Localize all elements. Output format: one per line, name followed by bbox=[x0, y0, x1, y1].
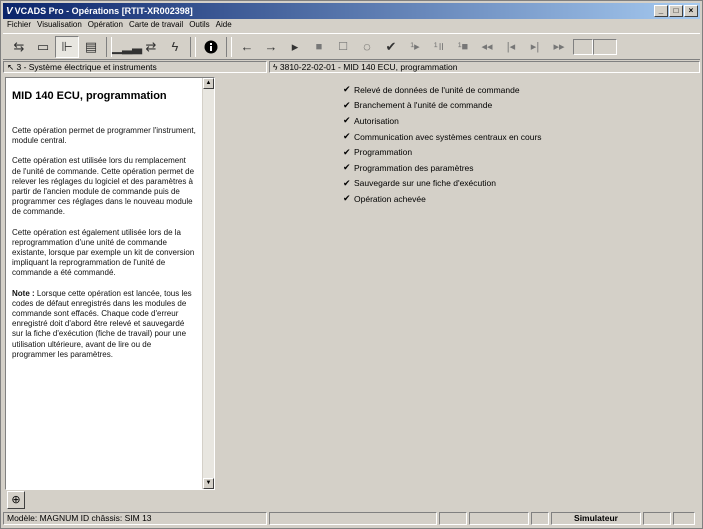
info-icon[interactable] bbox=[199, 36, 223, 58]
list-item: ✔ Relevé de données de l'unité de commande bbox=[343, 84, 520, 95]
description-paragraph: Cette opération est également utilisée lors de la reprogrammation d'une unité de commande existante, lorsque par exemple un kit de conversion impliquant la reprogrammation de l'unité de commande a été commandé. bbox=[12, 227, 195, 278]
minimize-button[interactable]: _ bbox=[654, 5, 668, 17]
stop-icon[interactable]: ■ bbox=[315, 40, 323, 53]
toolbar-field-2 bbox=[593, 39, 617, 55]
check-icon: ✔ bbox=[343, 84, 351, 95]
status-model: Modèle: MAGNUM ID châssis: SIM 13 bbox=[3, 512, 267, 525]
menu-operation[interactable]: Opération bbox=[87, 20, 123, 29]
skip-back-icon[interactable]: |◂ bbox=[506, 41, 516, 53]
status-field bbox=[269, 512, 437, 525]
maximize-button[interactable]: □ bbox=[669, 5, 683, 17]
vertical-scrollbar[interactable] bbox=[202, 78, 214, 489]
list-item: ✔ Programmation des paramètres bbox=[343, 162, 474, 173]
tabs-icon[interactable]: ▤ bbox=[84, 38, 98, 54]
cursor-icon: ↖ bbox=[7, 62, 17, 72]
lightning-icon: ϟ bbox=[273, 62, 280, 72]
list-item: ✔ Communication avec systèmes centraux en cours bbox=[343, 131, 542, 142]
close-button[interactable]: × bbox=[684, 5, 698, 17]
play-icon[interactable]: ▸ bbox=[291, 38, 299, 54]
breadcrumb-section: ↖ 3 - Système électrique et instruments bbox=[3, 61, 267, 73]
note-paragraph: Note : Lorsque cette opération est lancée, tous les codes de défaut enregistrés dans les modules de commande sont effacés. Chaque code d'erreur enregistré doit d'abord être relevé et sauvegardé sur la fiche d'exécution (fiche de travail) pour une utilisation ultérieure, avant de lire ou de programmer les paramètres. bbox=[12, 288, 192, 359]
menu-fichier[interactable]: Fichier bbox=[7, 20, 32, 29]
simulator-badge: Simulateur bbox=[551, 512, 641, 525]
menu-aide[interactable]: Aide bbox=[215, 20, 232, 29]
checkbox-icon[interactable]: ☐ bbox=[338, 41, 348, 53]
zoom-button[interactable] bbox=[7, 491, 25, 509]
check-icon: ✔ bbox=[343, 162, 351, 173]
list-item: ✔ Opération achevée bbox=[343, 193, 426, 204]
check-icon: ✔ bbox=[343, 146, 351, 157]
swap-icon[interactable]: ⇄ bbox=[145, 38, 157, 54]
check-icon: ✔ bbox=[343, 131, 351, 142]
fast-forward-icon[interactable]: ▸▸ bbox=[553, 41, 565, 53]
status-field bbox=[673, 512, 695, 525]
breadcrumb-operation: ϟ 3810-22-02-01 - MID 140 ECU, programmation bbox=[269, 61, 700, 73]
page-title: MID 140 ECU, programmation bbox=[12, 90, 167, 102]
rewind-icon[interactable]: ◂◂ bbox=[481, 41, 493, 53]
operation-steps-panel bbox=[219, 77, 700, 510]
menu-bar bbox=[3, 20, 232, 32]
menu-visualisation[interactable]: Visualisation bbox=[37, 20, 82, 29]
status-field bbox=[439, 512, 467, 525]
status-field bbox=[643, 512, 671, 525]
title-bar[interactable] bbox=[3, 3, 700, 19]
zoom-icon: ⊕ bbox=[11, 494, 21, 506]
breadcrumb bbox=[3, 61, 700, 73]
status-field bbox=[531, 512, 549, 525]
printer-icon[interactable]: ▭ bbox=[36, 38, 50, 54]
description-paragraph: Cette opération est utilisée lors du remplacement de l'unité de commande. Cette opération permet de relever les réglages du logiciel et des paramètres à partir de l'ancien module de commande puis de programmer ces réglages dans le nouveau module de commande. bbox=[12, 156, 195, 217]
check-icon[interactable]: ✔ bbox=[385, 38, 397, 54]
bar-chart-icon[interactable]: ▁▂▃ bbox=[112, 38, 142, 54]
list-item: ✔ Branchement à l'unité de commande bbox=[343, 99, 493, 111]
app-logo: V bbox=[6, 5, 13, 17]
step-play-icon[interactable]: ¹▸ bbox=[410, 41, 420, 53]
transfer-icon[interactable]: ⇆ bbox=[13, 38, 25, 54]
list-item: ✔ Programmation bbox=[343, 146, 413, 158]
description-panel bbox=[5, 77, 215, 490]
menu-carte-de-travail[interactable]: Carte de travail bbox=[128, 20, 184, 29]
lightning-icon[interactable]: ϟ bbox=[171, 39, 179, 54]
step-stop-icon[interactable]: ¹■ bbox=[457, 40, 469, 53]
help-bubble-icon[interactable]: ◌ bbox=[363, 39, 371, 54]
arrow-right-icon[interactable]: → bbox=[264, 39, 278, 54]
status-bar bbox=[3, 512, 700, 526]
description-paragraph: Cette opération permet de programmer l'instrument, module central. bbox=[12, 126, 196, 146]
step-pause-icon[interactable]: ¹॥ bbox=[433, 41, 445, 53]
window-title: VCADS Pro - Opérations [RTIT-XR002398] bbox=[14, 6, 193, 16]
toolbar bbox=[3, 33, 700, 60]
list-item: ✔ Sauvegarde sur une fiche d'exécution bbox=[343, 177, 496, 189]
check-icon: ✔ bbox=[343, 193, 351, 204]
scroll-down-icon[interactable]: ▼ bbox=[203, 478, 214, 489]
check-icon: ✔ bbox=[343, 177, 351, 188]
list-item: ✔ Autorisation bbox=[343, 115, 399, 126]
check-icon: ✔ bbox=[343, 99, 351, 110]
scroll-up-icon[interactable]: ▲ bbox=[203, 78, 214, 89]
check-icon: ✔ bbox=[343, 115, 351, 126]
menu-outils[interactable]: Outils bbox=[189, 20, 210, 29]
tree-view-icon[interactable]: ⊩ bbox=[55, 36, 79, 58]
toolbar-field-1 bbox=[573, 39, 593, 55]
status-field bbox=[469, 512, 529, 525]
skip-forward-icon[interactable]: ▸| bbox=[530, 41, 540, 53]
arrow-left-icon[interactable]: ← bbox=[240, 39, 254, 54]
